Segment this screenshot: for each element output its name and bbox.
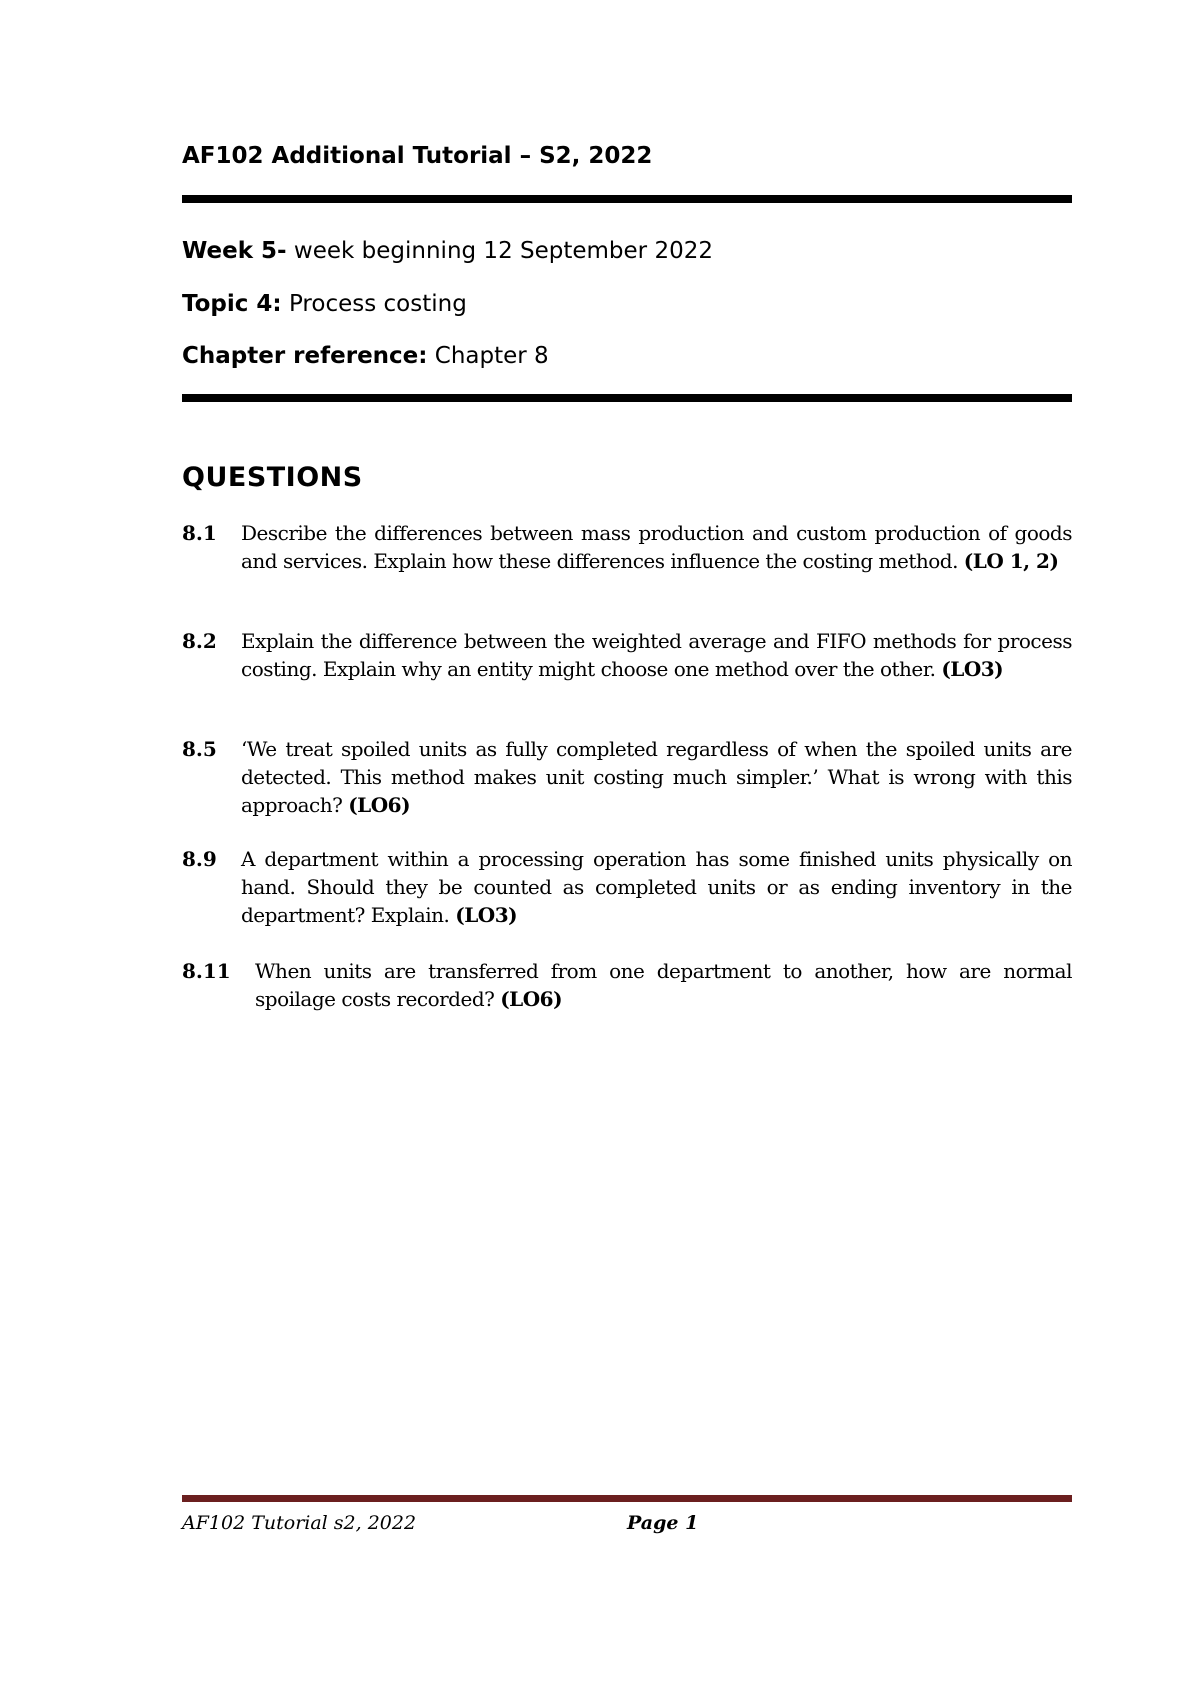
question-text — [241, 735, 1072, 819]
question-text — [241, 845, 1072, 929]
question-item — [182, 845, 1072, 929]
learning-outcome: (LO3) — [941, 657, 1004, 681]
question-body: Describe the differences between mass production and custom production of goods and services. Explain how these differences influence the costing method. — [241, 521, 1072, 573]
week-label: Week 5- — [182, 238, 287, 264]
learning-outcome: (LO3) — [455, 903, 518, 927]
footer-course: AF102 Tutorial s2, 2022 — [182, 1512, 417, 1534]
question-text — [241, 627, 1072, 683]
header-divider-bottom — [182, 394, 1072, 402]
question-body: A department within a processing operation has some finished units physically on hand. Should they be counted as completed units or as ending inventory in the department? Explain. — [241, 847, 1072, 927]
question-number: 8.11 — [182, 959, 231, 983]
learning-outcome: (LO6) — [500, 987, 563, 1011]
question-body: When units are transferred from one department to another, how are normal spoilage costs recorded? — [255, 959, 1072, 1011]
question-item — [182, 627, 1072, 683]
questions-heading: QUESTIONS — [182, 462, 363, 493]
question-item — [182, 519, 1072, 575]
document-title: AF102 Additional Tutorial – S2, 2022 — [182, 143, 653, 169]
topic-value: Process costing — [281, 291, 467, 317]
header-divider-top — [182, 195, 1072, 203]
learning-outcome: (LO 1, 2) — [963, 549, 1059, 573]
chapter-value: Chapter 8 — [427, 343, 549, 369]
question-text — [241, 519, 1072, 575]
question-body: Explain the difference between the weighted average and FIFO methods for process costing. Explain why an entity might choose one method over the other. — [241, 629, 1072, 681]
footer-divider — [182, 1495, 1072, 1502]
footer-page-number: Page 1 — [627, 1512, 699, 1534]
chapter-label: Chapter reference: — [182, 343, 428, 369]
question-number: 8.1 — [182, 521, 217, 545]
question-item — [182, 735, 1072, 819]
topic-label: Topic 4: — [182, 291, 282, 317]
week-line — [182, 238, 713, 264]
week-value: week beginning 12 September 2022 — [286, 238, 713, 264]
question-item — [182, 957, 1072, 1013]
question-number: 8.2 — [182, 629, 217, 653]
chapter-line — [182, 343, 549, 369]
question-number: 8.9 — [182, 847, 217, 871]
question-text — [255, 957, 1072, 1013]
question-body: ‘We treat spoiled units as fully completed regardless of when the spoiled units are detected. This method makes unit costing much simpler.’ What is wrong with this approach? — [241, 737, 1072, 817]
learning-outcome: (LO6) — [348, 793, 411, 817]
topic-line — [182, 291, 467, 317]
question-number: 8.5 — [182, 737, 217, 761]
